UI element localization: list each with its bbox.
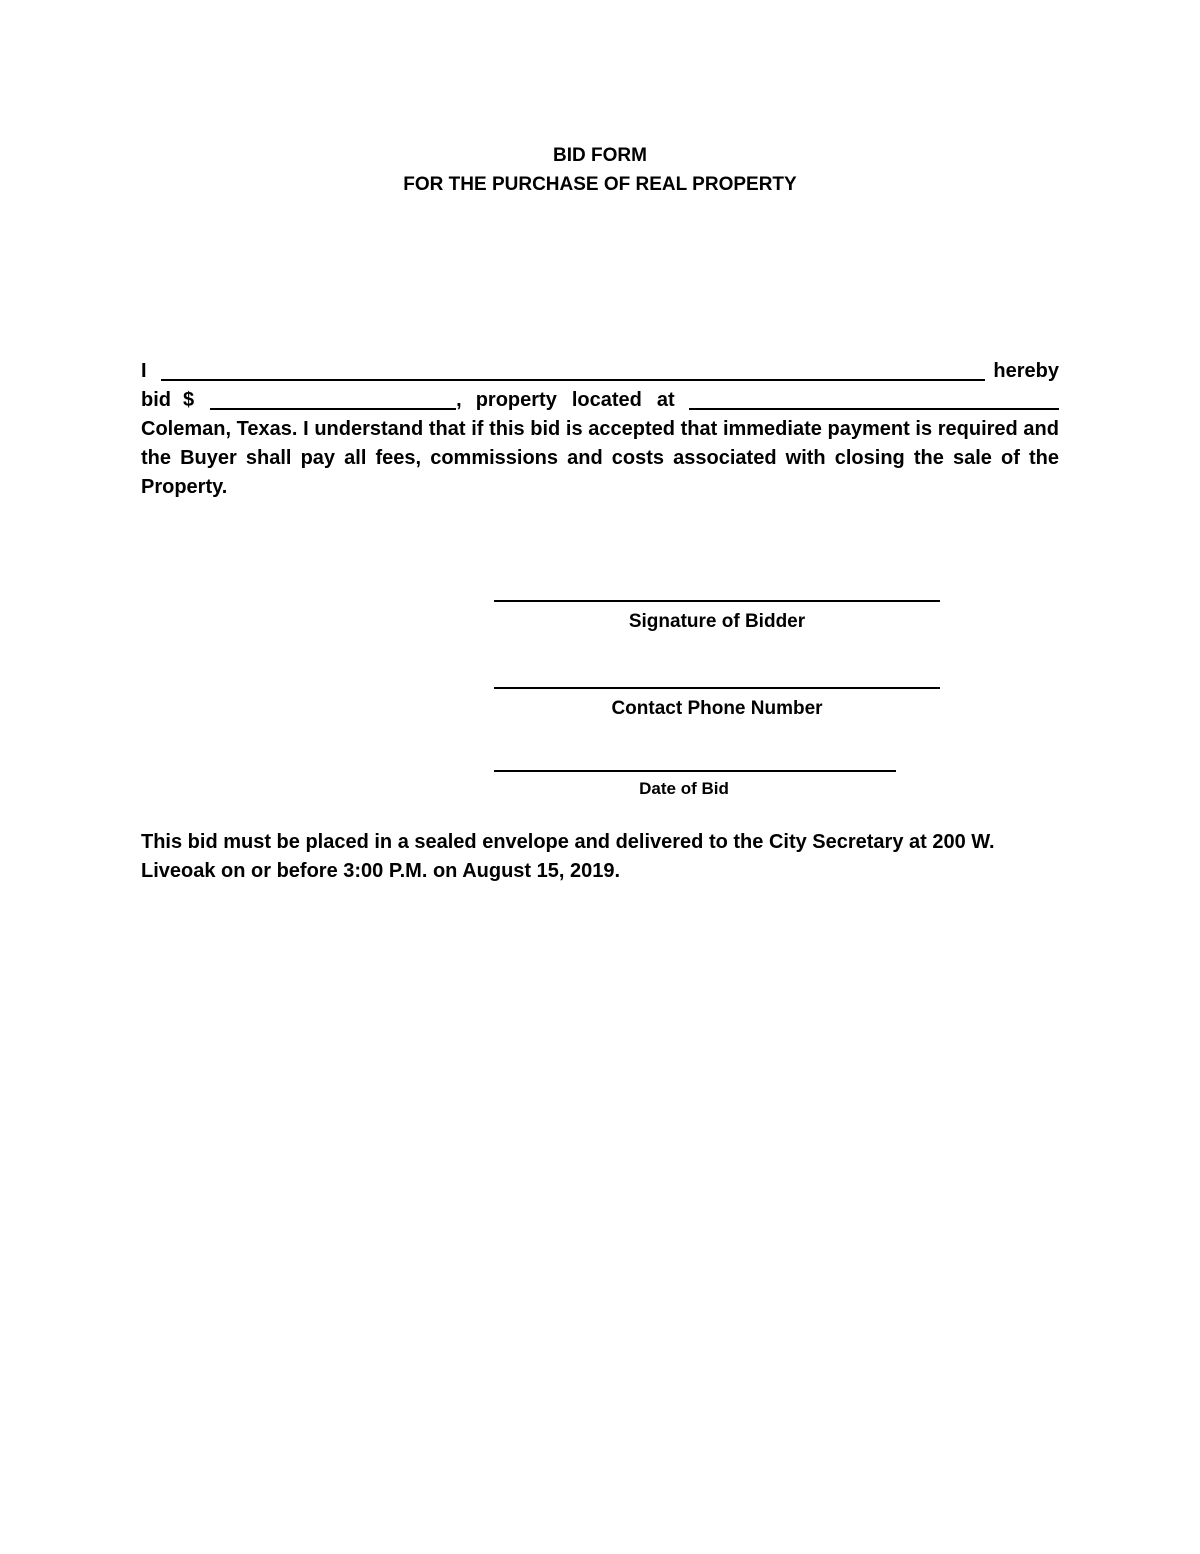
date-label: Date of Bid xyxy=(639,779,729,798)
property-location-blank[interactable] xyxy=(689,388,1059,410)
delivery-instructions xyxy=(141,828,1041,886)
signature-line[interactable] xyxy=(494,600,940,602)
signature-label: Signature of Bidder xyxy=(628,611,806,632)
bid-word: bid xyxy=(141,389,171,411)
bid-amount-row xyxy=(141,386,1059,415)
phone-label: Contact Phone Number xyxy=(611,698,823,719)
pronoun-i: I xyxy=(141,360,147,382)
dollar-sign: $ xyxy=(183,389,195,411)
title-bid-form: BID FORM xyxy=(553,145,647,166)
title-purchase-real-property: FOR THE PURCHASE OF REAL PROPERTY xyxy=(403,174,797,195)
property-word: property xyxy=(475,389,557,411)
located-word: located xyxy=(571,389,642,411)
document-title xyxy=(0,141,1200,199)
date-line[interactable] xyxy=(494,770,896,772)
hereby-text: hereby xyxy=(993,360,1059,382)
bidder-name-row xyxy=(141,357,1059,386)
delivery-line-2: Liveoak on or before 3:00 P.M. on August 15, 2019. xyxy=(141,860,621,882)
at-word: at xyxy=(656,389,675,411)
terms-text: Coleman, Texas. I understand that if this bid is accepted that immediate payment is required and the Buyer shall pay all fees, commissions and costs associated with closing the sale of the Property. xyxy=(141,418,1059,498)
delivery-line-1: This bid must be placed in a sealed envelope and delivered to the City Secretary at 200 W. xyxy=(141,831,995,853)
bidder-name-blank[interactable] xyxy=(161,359,986,381)
phone-line[interactable] xyxy=(494,687,940,689)
comma: , xyxy=(456,389,462,411)
bid-paragraph xyxy=(141,357,1059,502)
date-block xyxy=(494,770,940,802)
bid-amount-blank[interactable] xyxy=(210,388,456,410)
signature-block xyxy=(494,600,940,635)
phone-block xyxy=(494,687,940,722)
